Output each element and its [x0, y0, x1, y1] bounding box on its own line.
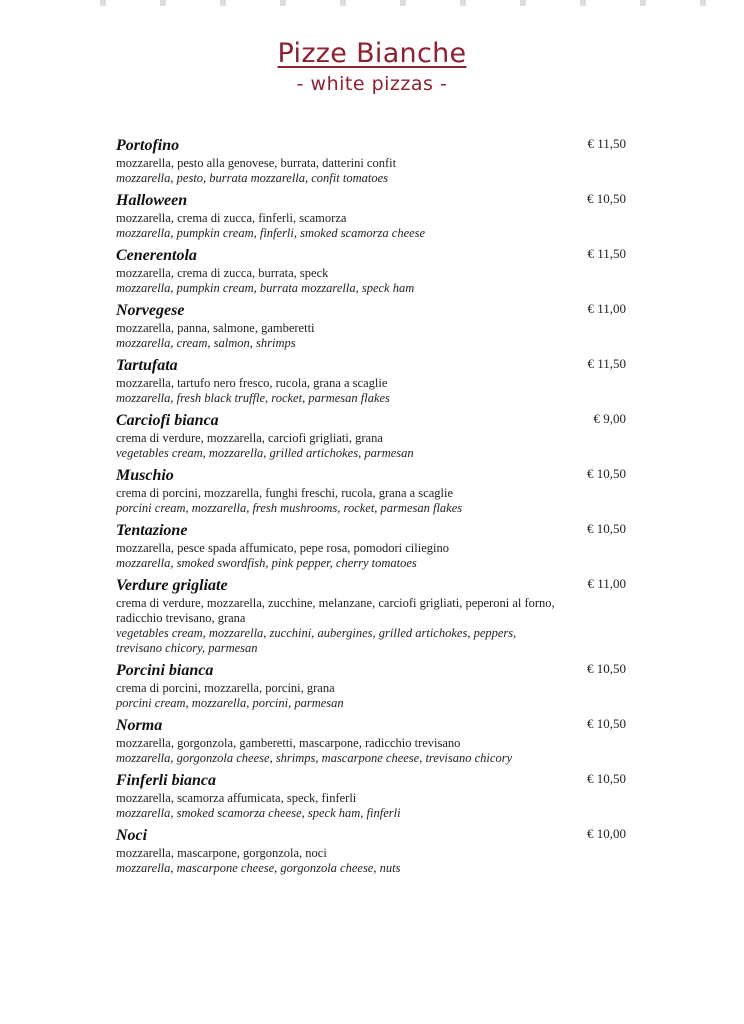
- item-description-english: mozzarella, smoked scamorza cheese, speck ham, finferli: [116, 806, 401, 820]
- item-description-english: mozzarella, smoked swordfish, pink pepper, cherry tomatoes: [116, 556, 417, 570]
- menu-item: [116, 716, 626, 766]
- item-description-english: mozzarella, pumpkin cream, burrata mozzarella, speck ham: [116, 281, 415, 295]
- page-title: Pizze Bianche: [277, 38, 467, 69]
- item-description-english: mozzarella, pumpkin cream, finferli, smoked scamorza cheese: [116, 226, 426, 240]
- menu-item: [116, 466, 626, 516]
- item-name: Porcini bianca: [116, 662, 214, 679]
- item-description-english: mozzarella, cream, salmon, shrimps: [116, 336, 296, 350]
- item-price: € 11,50: [587, 136, 626, 151]
- menu-item: [116, 661, 626, 711]
- item-description-english: porcini cream, mozzarella, porcini, parmesan: [116, 696, 344, 710]
- item-description-english: mozzarella, fresh black truffle, rocket, parmesan flakes: [116, 391, 390, 405]
- item-description-english: mozzarella, gorgonzola cheese, shrimps, mascarpone cheese, trevisano chicory: [116, 751, 513, 765]
- item-description-italian: mozzarella, panna, salmone, gamberetti: [116, 321, 315, 335]
- scan-artifact: [100, 0, 740, 6]
- item-description-italian: mozzarella, crema di zucca, burrata, speck: [116, 266, 329, 280]
- item-name: Tentazione: [116, 522, 188, 539]
- menu-item: [116, 136, 626, 186]
- item-description-italian: crema di porcini, mozzarella, funghi freschi, rucola, grana a scaglie: [116, 486, 453, 500]
- item-description-italian: mozzarella, tartufo nero fresco, rucola, grana a scaglie: [116, 376, 388, 390]
- item-price: € 10,50: [587, 191, 626, 206]
- item-description-english: vegetables cream, mozzarella, zucchini, aubergines, grilled artichokes, peppers, trevisano chicory, parmesan: [116, 626, 517, 655]
- item-name: Norma: [116, 717, 163, 734]
- item-name: Norvegese: [116, 302, 185, 319]
- menu-item: [116, 356, 626, 406]
- item-name: Halloween: [116, 192, 188, 209]
- item-description-italian: mozzarella, crema di zucca, finferli, scamorza: [116, 211, 347, 225]
- item-name: Verdure grigliate: [116, 577, 228, 594]
- menu-item: [116, 771, 626, 821]
- item-description-english: vegetables cream, mozzarella, grilled artichokes, parmesan: [116, 446, 414, 460]
- menu-item: [116, 521, 626, 571]
- menu-header: [0, 38, 744, 95]
- item-price: € 10,50: [587, 521, 626, 536]
- item-name: Muschio: [116, 467, 174, 484]
- item-price: € 9,00: [593, 411, 626, 426]
- item-description-english: mozzarella, pesto, burrata mozzarella, confit tomatoes: [116, 171, 388, 185]
- item-price: € 11,50: [587, 246, 626, 261]
- item-name: Carciofi bianca: [116, 412, 219, 429]
- item-description-italian: mozzarella, pesto alla genovese, burrata, datterini confit: [116, 156, 397, 170]
- item-description-english: porcini cream, mozzarella, fresh mushrooms, rocket, parmesan flakes: [116, 501, 463, 515]
- item-description-italian: crema di porcini, mozzarella, porcini, grana: [116, 681, 335, 695]
- item-description-italian: crema di verdure, mozzarella, zucchine, melanzane, carciofi grigliati, peperoni al forno, radicchio trevisano, grana: [116, 596, 555, 625]
- menu-list: [116, 136, 626, 881]
- menu-item: [116, 826, 626, 876]
- item-name: Noci: [116, 827, 148, 844]
- item-name: Cenerentola: [116, 247, 197, 264]
- menu-item: [116, 246, 626, 296]
- menu-item: [116, 301, 626, 351]
- menu-item: [116, 576, 626, 656]
- item-price: € 10,50: [587, 661, 626, 676]
- item-name: Finferli bianca: [116, 772, 217, 789]
- item-price: € 10,50: [587, 716, 626, 731]
- item-description-italian: mozzarella, gorgonzola, gamberetti, mascarpone, radicchio trevisano: [116, 736, 461, 750]
- item-price: € 11,00: [587, 576, 626, 591]
- item-name: Portofino: [116, 137, 180, 154]
- page-subtitle: - white pizzas -: [296, 73, 448, 95]
- item-description-italian: mozzarella, pesce spada affumicato, pepe rosa, pomodori ciliegino: [116, 541, 449, 555]
- item-name: Tartufata: [116, 357, 178, 374]
- item-description-italian: crema di verdure, mozzarella, carciofi grigliati, grana: [116, 431, 383, 445]
- menu-item: [116, 411, 626, 461]
- item-price: € 10,50: [587, 466, 626, 481]
- item-price: € 10,50: [587, 771, 626, 786]
- menu-item: [116, 191, 626, 241]
- item-description-english: mozzarella, mascarpone cheese, gorgonzola cheese, nuts: [116, 861, 401, 875]
- item-price: € 10,00: [587, 826, 626, 841]
- item-price: € 11,50: [587, 356, 626, 371]
- item-price: € 11,00: [587, 301, 626, 316]
- item-description-italian: mozzarella, mascarpone, gorgonzola, noci: [116, 846, 327, 860]
- item-description-italian: mozzarella, scamorza affumicata, speck, finferli: [116, 791, 357, 805]
